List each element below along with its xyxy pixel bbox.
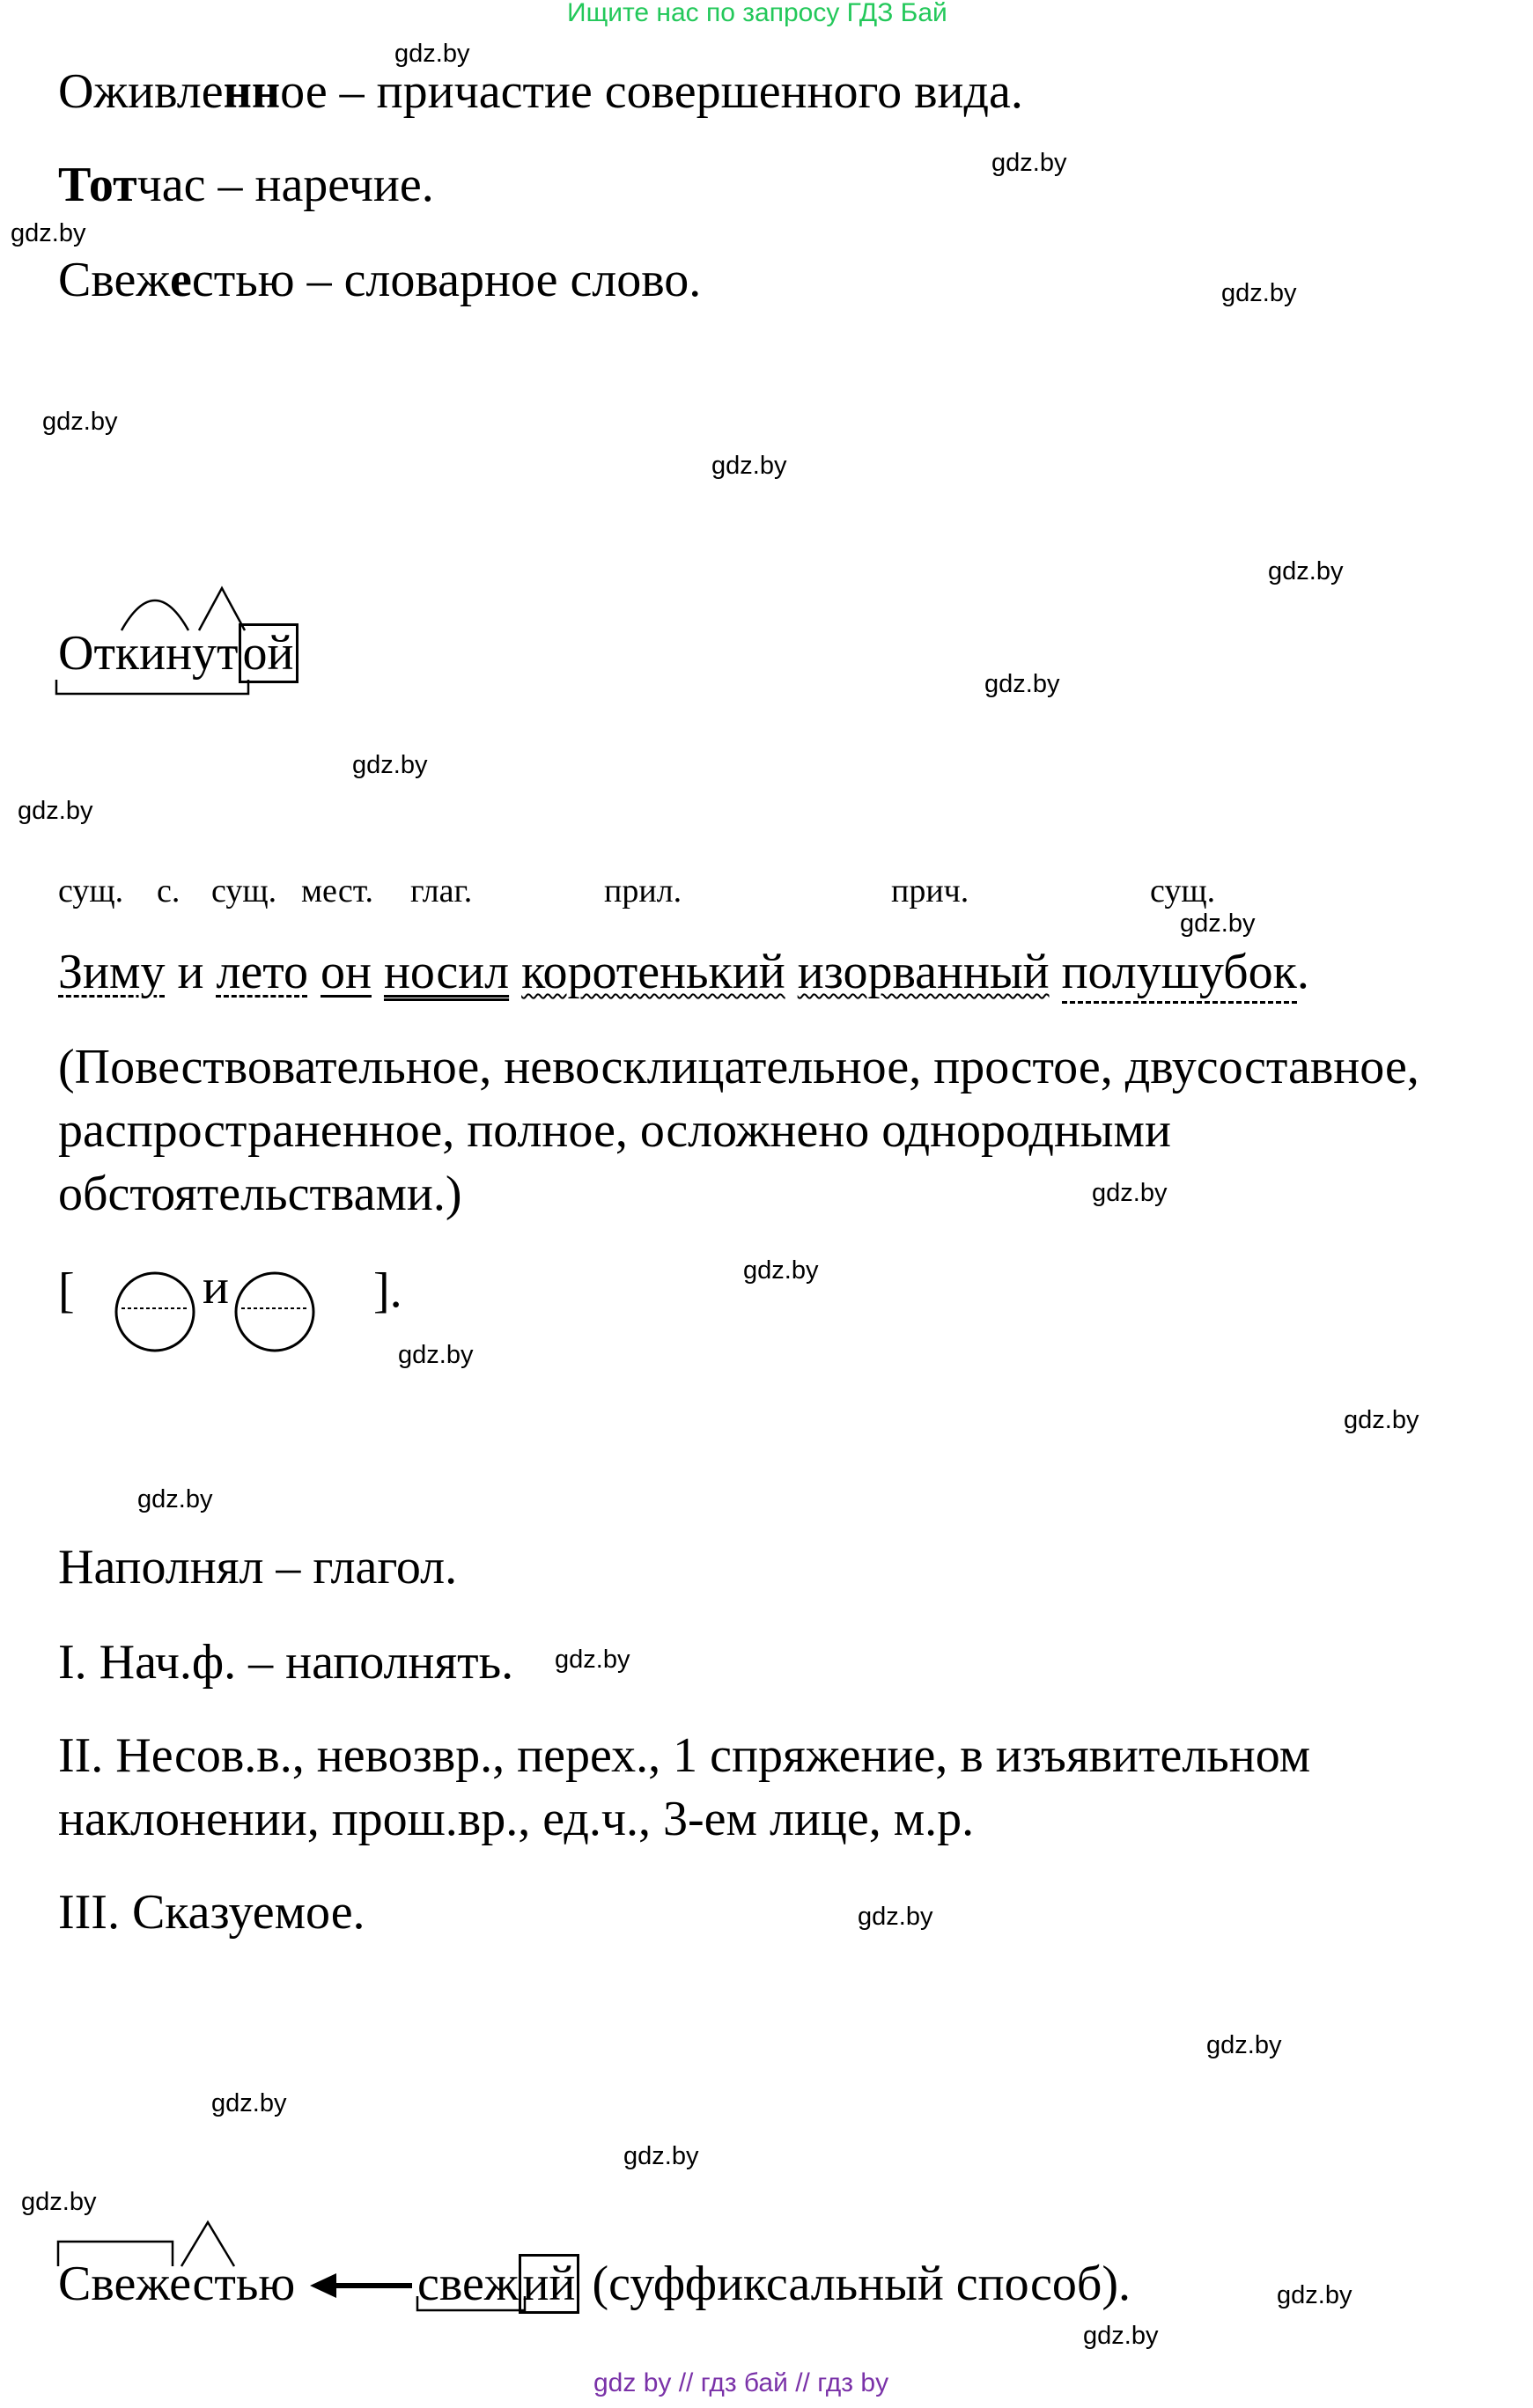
line-1-pre: Оживле	[58, 64, 224, 119]
scheme-open: [	[58, 1263, 75, 1318]
watermark: gdz.by	[394, 40, 470, 68]
characteristics-line: (Повествовательное, невосклицательное, простое, двусоставное,	[58, 1040, 1419, 1094]
bottom-banner: gdz by // гдз бай // гдз by	[593, 2368, 889, 2397]
analysis-point-2-line-2: наклонении, прош.вр., ед.ч., 3-ем лице, м.р.	[58, 1792, 975, 1846]
analysis-point-2-line-1: II. Несов.в., невозвр., перех., 1 спряжение, в изъявительном	[58, 1728, 1311, 1783]
watermark: gdz.by	[1206, 2031, 1282, 2059]
line-2-post: час – наречие.	[136, 158, 434, 212]
watermark: gdz.by	[991, 149, 1067, 177]
watermark: gdz.by	[984, 670, 1060, 698]
word-polushubok: полушубок	[1062, 945, 1297, 1004]
pos-label: сущ.	[1150, 873, 1216, 909]
watermark: gdz.by	[18, 797, 93, 825]
base-stem-bracket	[417, 2296, 525, 2310]
pos-label: мест.	[301, 873, 373, 909]
derivation-method: (суффиксальный способ).	[579, 2257, 1131, 2311]
watermark: gdz.by	[42, 408, 118, 436]
pos-label: сущ.	[211, 873, 277, 909]
analysis-point-1: I. Нач.ф. – наполнять.	[58, 1635, 514, 1690]
watermark: gdz.by	[858, 1903, 933, 1931]
word-i: и	[177, 945, 204, 999]
watermark: gdz.by	[1268, 557, 1344, 585]
line-3-pre: Свеж	[58, 253, 171, 307]
watermark: gdz.by	[711, 452, 787, 480]
watermark: gdz.by	[21, 2188, 97, 2216]
morphemic-stem: Откинут	[58, 626, 239, 681]
word-izorvannyy: изорванный	[797, 945, 1050, 999]
watermark: gdz.by	[137, 1485, 213, 1513]
line-1-post: ое – причастие совершенного вида.	[280, 64, 1023, 119]
line-3-bold: е	[170, 253, 192, 307]
derived-word: Свежестью	[58, 2257, 296, 2311]
watermark: gdz.by	[555, 1646, 630, 1674]
line-2-bold: Тот	[58, 158, 137, 212]
watermark: gdz.by	[1344, 1406, 1419, 1434]
watermark: gdz.by	[1221, 279, 1297, 307]
scheme-conj: и	[203, 1260, 229, 1314]
watermark: gdz.by	[11, 219, 86, 247]
characteristics-line: обстоятельствами.)	[58, 1167, 462, 1221]
watermark: gdz.by	[352, 751, 428, 779]
watermark: gdz.by	[743, 1256, 819, 1285]
sentence-end: .	[1296, 945, 1309, 999]
watermark: gdz.by	[623, 2142, 699, 2170]
pos-label: глаг.	[410, 873, 473, 909]
word-leto: лето	[216, 945, 308, 999]
watermark: gdz.by	[1277, 2281, 1352, 2309]
characteristics-line: распространенное, полное, осложнено однородными	[58, 1103, 1171, 1158]
top-banner: Ищите нас по запросу ГДЗ Бай	[567, 0, 947, 27]
word-nosil: носил	[383, 945, 510, 999]
analysis-point-3: III. Сказуемое.	[58, 1885, 365, 1940]
watermark: gdz.by	[398, 1341, 474, 1369]
pos-label: прич.	[891, 873, 969, 909]
watermark: gdz.by	[211, 2089, 287, 2117]
word-zimu: Зиму	[58, 945, 166, 999]
derived-suffix-caret	[181, 2222, 234, 2266]
analysis-title: Наполнял – глагол.	[58, 1540, 458, 1594]
watermark: gdz.by	[1092, 1179, 1168, 1207]
watermark: gdz.by	[1180, 909, 1256, 938]
pos-label: с.	[157, 873, 181, 909]
derived-stem-bracket	[58, 2242, 173, 2266]
base-ending: ий	[519, 2254, 580, 2314]
base-stem: свеж	[417, 2257, 519, 2311]
line-1-bold: нн	[223, 64, 281, 119]
watermark: gdz.by	[1083, 2322, 1159, 2350]
line-3-post: стью – словарное слово.	[191, 253, 702, 307]
word-on: он	[320, 945, 372, 999]
pos-label: прил.	[604, 873, 682, 909]
derivation-arrow-head	[310, 2273, 336, 2298]
word-korotenkiy: коротенький	[521, 945, 785, 999]
morphemic-ending: ой	[239, 623, 298, 683]
pos-label: сущ.	[58, 873, 124, 909]
scheme-close: ].	[373, 1263, 402, 1318]
